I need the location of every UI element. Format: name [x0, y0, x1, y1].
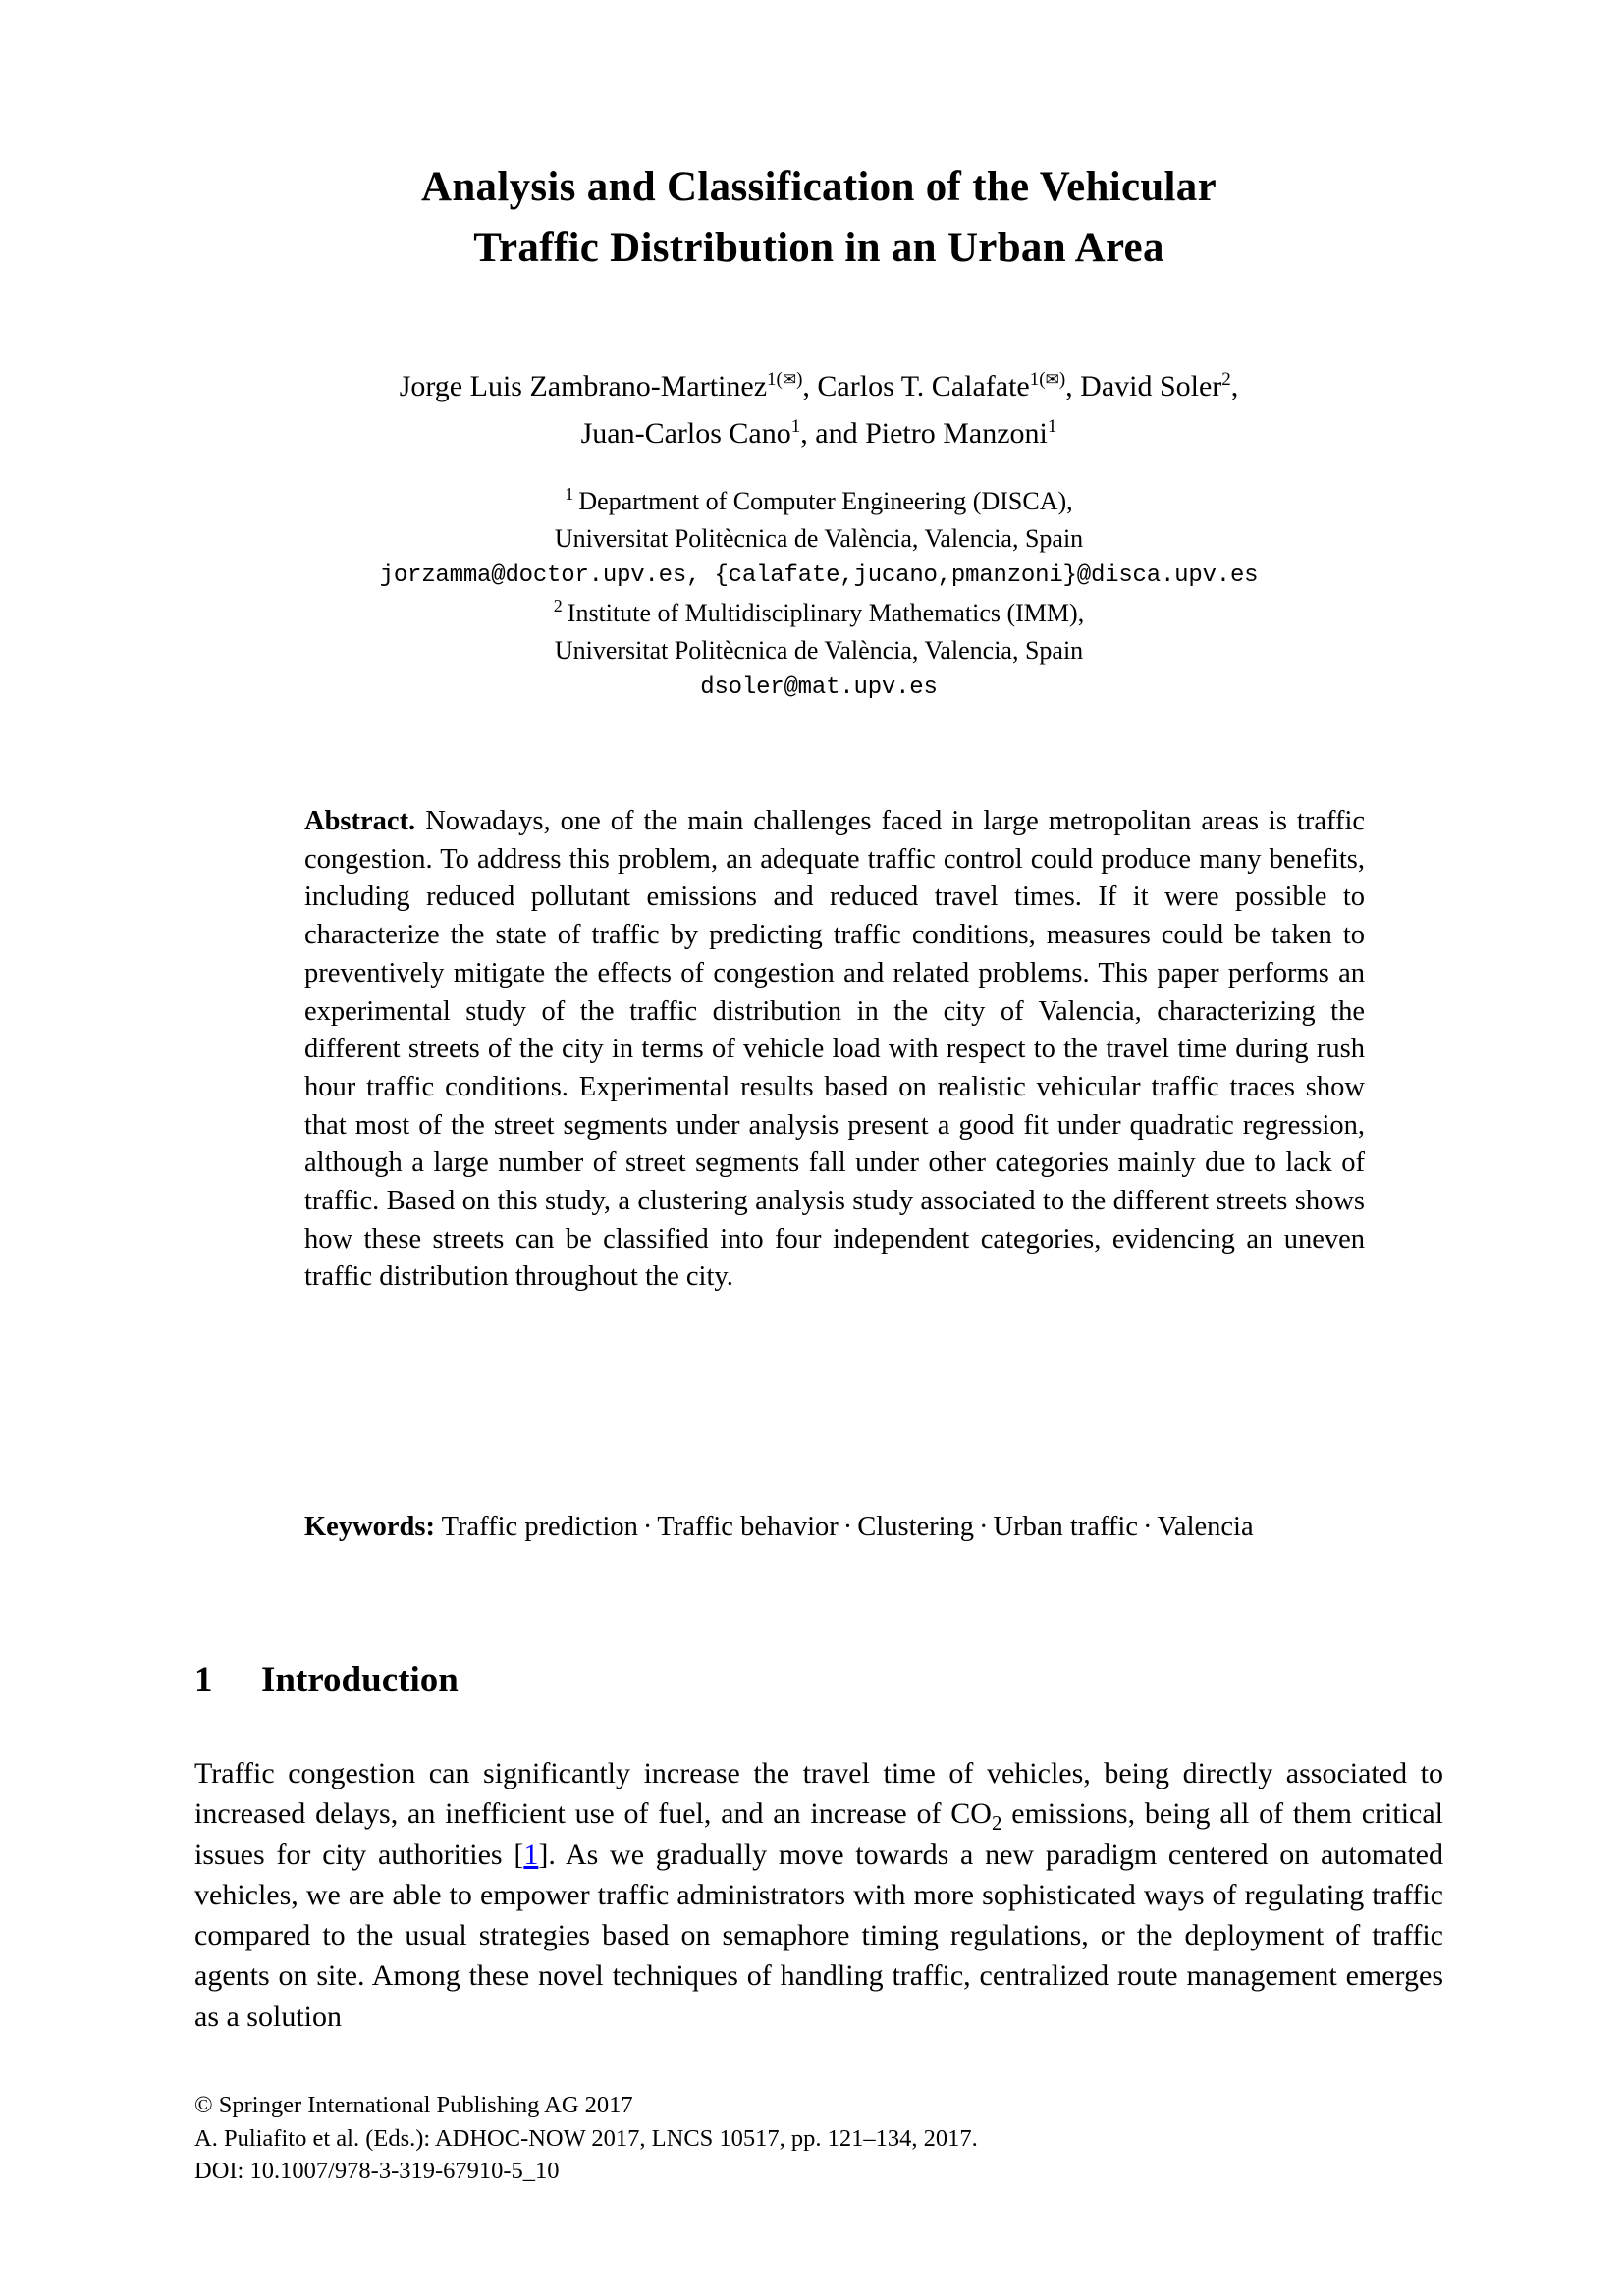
affiliation-1-emails: jorzamma@doctor.upv.es, {calafate,jucano,pmanzoni}@disca.upv.es — [379, 562, 1259, 589]
citation-link-1[interactable]: 1 — [523, 1838, 539, 1871]
intro-text-part-3: ]. As we gradually move towards a new paradigm centered on automated vehicles, we are able to empower traffic administrators with more sophisticated ways of regulating traffic compared to the usual strategies based on semaphore timing regulations, or the deployment of traffic agents on site. Among these novel techniques of handling traffic, centralized route management emerges as a solution — [194, 1838, 1443, 2033]
keyword-item: Traffic behavior — [657, 1512, 839, 1542]
intro-text-part-1: Traffic congestion can significantly increase the travel time of vehicles, being directly associated to increased delays, an inefficient use of fuel, and an increase of CO — [194, 1757, 1443, 1831]
footer-copyright — [194, 2089, 1443, 2122]
affiliation-2-marker: 2 — [553, 596, 563, 616]
copyright-icon: © — [194, 2092, 213, 2118]
page-footer — [194, 2089, 1443, 2188]
envelope-icon: ✉ — [782, 370, 797, 389]
section-heading-introduction — [194, 1657, 1443, 1704]
abstract-text: Nowadays, one of the main challenges faced in large metropolitan areas is traffic congestion. To address this problem, an adequate traffic control could produce many benefits, including reduced pollutant emissions and reduced travel times. If it were possible to characterize the state of traffic by predicting traffic conditions, measures could be taken to preventively mitigate the effects of congestion and related problems. This paper performs an experimental study of the traffic distribution in the city of Valencia, characterizing the different streets of the city in terms of vehicle load with respect to the travel time during rush hour traffic conditions. Experimental results based on realistic vehicular traffic traces show that most of the street segments under analysis present a good fit under quadratic regression, although a large number of street segments fall under other categories mainly due to lack of traffic. Based on this study, a clustering analysis study associated to the different streets shows how these streets can be classified into four independent categories, evidencing an uneven traffic distribution throughout the city. — [304, 806, 1366, 1293]
author-line-1 — [194, 363, 1443, 410]
author-name-cano: Juan-Carlos Cano — [580, 417, 791, 450]
author-affil-marker: 2 — [1221, 369, 1231, 390]
keyword-item: Traffic prediction — [441, 1512, 638, 1542]
author-sep-4: , and Pietro Manzoni — [800, 417, 1048, 450]
intro-text-part-2: emissions, being all of them critical issues for city authorities [ — [194, 1797, 1443, 1871]
abstract-label: Abstract. — [304, 806, 416, 836]
author-sep-2: , David Soler — [1065, 370, 1222, 402]
section-number: 1 — [194, 1660, 213, 1700]
envelope-icon: ✉ — [1045, 370, 1059, 389]
affiliation-1-marker: 1 — [565, 484, 574, 505]
abstract-section — [304, 803, 1365, 1297]
keywords-paragraph — [304, 1509, 1365, 1547]
introduction-paragraph — [194, 1753, 1443, 2037]
keyword-separator: · — [842, 1512, 853, 1542]
footer-citation: A. Puliafito et al. (Eds.): ADHOC-NOW 2017, LNCS 10517, pp. 121–134, 2017. — [194, 2124, 978, 2152]
keywords-items — [442, 1512, 1254, 1542]
keywords-section — [304, 1509, 1365, 1547]
affiliation-list — [194, 483, 1443, 707]
affiliation-1-name: $^1$ Department of Computer Engineering (DISCA), — [565, 484, 1073, 515]
author-name-zambrano: Jorge Luis Zambrano-Martinez — [399, 370, 768, 402]
keyword-separator: · — [1143, 1512, 1153, 1542]
co2-subscript: 2 — [991, 1811, 1002, 1836]
keyword-item: Valencia — [1157, 1512, 1254, 1542]
author-affil-marker: 1(✉) — [767, 369, 803, 390]
keyword-item: Urban traffic — [993, 1512, 1138, 1542]
author-affil-marker: 1(✉) — [1029, 369, 1066, 390]
keyword-separator: · — [979, 1512, 989, 1542]
affiliation-2-name: $^2$ Institute of Multidisciplinary Mathematics (IMM), — [553, 596, 1085, 627]
introduction-body — [194, 1753, 1443, 2037]
author-list — [194, 363, 1443, 457]
title-line-2: Traffic Distribution in an Urban Area — [473, 225, 1164, 271]
author-affil-marker: 1 — [790, 416, 801, 437]
keywords-label: Keywords: — [304, 1512, 435, 1542]
author-sep-1: , Carlos T. Calafate — [802, 370, 1030, 402]
title-line-1: Analysis and Classification of the Vehicular — [420, 164, 1217, 210]
author-line-2 — [194, 410, 1443, 457]
author-affil-marker: 1 — [1047, 416, 1057, 437]
abstract-paragraph — [304, 803, 1365, 1297]
affiliation-2-emails: dsoler@mat.upv.es — [700, 674, 938, 701]
section-title: Introduction — [261, 1660, 459, 1700]
affiliation-2-institution: Universitat Politècnica de València, Valencia, Spain — [554, 636, 1084, 665]
affiliation-1-institution: Universitat Politècnica de València, Valencia, Spain — [554, 524, 1084, 553]
keyword-item: Clustering — [857, 1512, 975, 1542]
page-title — [194, 157, 1443, 279]
keyword-separator: · — [642, 1512, 653, 1542]
footer-doi: DOI: 10.1007/978-3-319-67910-5_10 — [194, 2158, 560, 2184]
footer-copyright-text: Springer International Publishing AG 2017 — [218, 2092, 633, 2118]
author-sep-3: , — [1230, 370, 1239, 402]
